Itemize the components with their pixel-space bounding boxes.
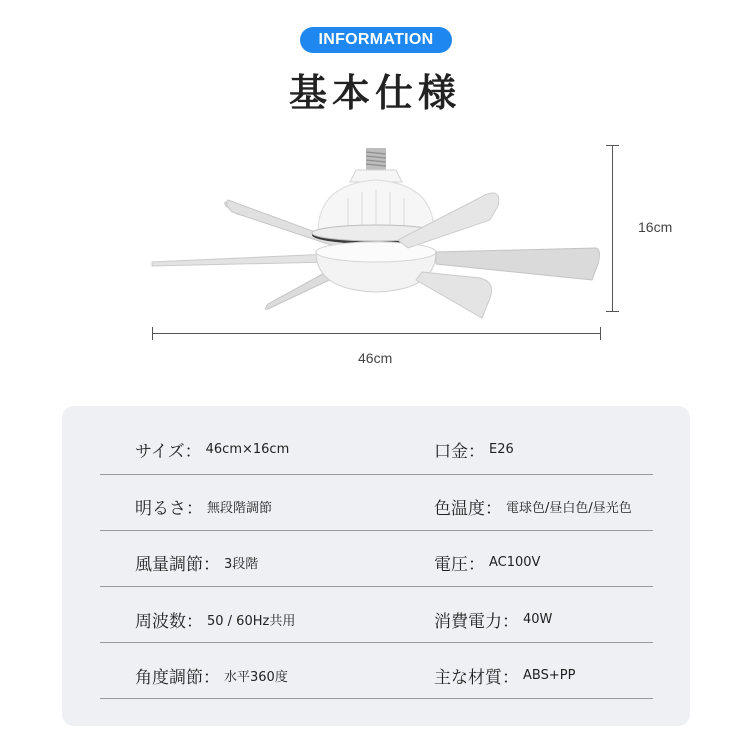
spec-value: AC100V — [489, 554, 541, 570]
page-title: 基本仕様 — [288, 71, 461, 115]
row-divider — [100, 474, 653, 475]
spec-value: ABS+PP — [523, 667, 576, 683]
ceiling-fan-light-image — [140, 140, 610, 330]
height-dimension-cap — [606, 145, 619, 146]
e26-socket — [366, 148, 386, 170]
row-divider — [100, 698, 653, 699]
spec-panel — [62, 406, 690, 726]
spec-label: 口金： — [434, 441, 485, 462]
height-dimension-cap — [606, 311, 619, 312]
width-label: 46cm — [358, 350, 393, 366]
height-dimension-line — [612, 145, 613, 312]
spec-label: 角度調節： — [135, 667, 220, 688]
spec-value: 無段階調節 — [207, 500, 273, 516]
spec-value: E26 — [489, 441, 514, 457]
row-divider — [100, 642, 653, 643]
spec-label: 風量調節： — [135, 554, 220, 575]
spec-value: 46cm×16cm — [205, 441, 290, 457]
spec-value: 電球色/昼白色/昼光色 — [506, 500, 632, 516]
spec-label: 主な材質： — [434, 667, 519, 688]
row-divider — [100, 586, 653, 587]
spec-row — [62, 534, 690, 590]
spec-row — [62, 478, 690, 534]
spec-label: 電圧： — [434, 554, 485, 575]
spec-label: 消費電力： — [434, 611, 519, 632]
information-badge: INFORMATION — [300, 27, 452, 53]
width-dimension-cap — [600, 327, 601, 340]
width-dimension-cap — [152, 327, 153, 340]
width-dimension-line — [152, 333, 601, 334]
spec-value: 3段階 — [224, 556, 259, 572]
spec-value: 水平360度 — [224, 669, 288, 685]
spec-label: 周波数： — [135, 611, 203, 632]
height-label: 16cm — [638, 219, 673, 235]
spec-value: 50 / 60Hz共用 — [207, 613, 296, 629]
row-divider — [100, 530, 653, 531]
spec-value: 40W — [523, 611, 553, 627]
spec-row — [62, 421, 690, 477]
spec-label: 色温度： — [434, 498, 502, 519]
spec-row — [62, 647, 690, 703]
spec-label: サイズ： — [135, 441, 202, 462]
spec-row — [62, 591, 690, 647]
spec-label: 明るさ： — [135, 498, 203, 519]
